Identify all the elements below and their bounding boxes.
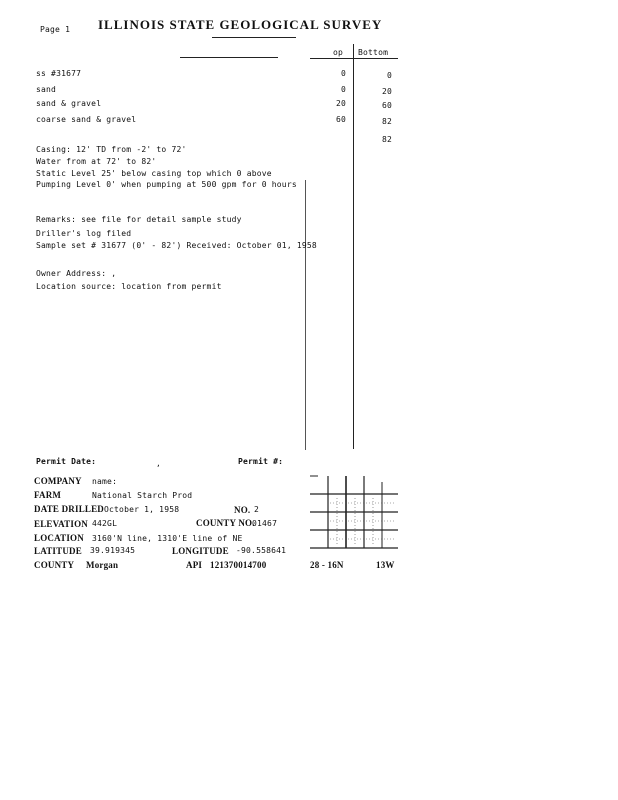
- well-no-value: 2: [254, 505, 260, 514]
- stratum-top: 60: [335, 115, 346, 124]
- location-value: 3160'N line, 1310'E line of NE: [92, 534, 243, 543]
- stratum-bottom: 60: [381, 101, 392, 110]
- county-no-value: 01467: [252, 519, 278, 528]
- remarks-note: Remarks: see file for detail sample study: [36, 215, 242, 224]
- pumping-level-note: Pumping Level 0' when pumping at 500 gpm for 0 hours: [36, 180, 297, 189]
- stratum-label: sand: [36, 85, 57, 94]
- column-divider: [353, 44, 354, 449]
- column-header-bottom: Bottom: [358, 48, 389, 57]
- permit-date-label: Permit Date:: [36, 457, 97, 466]
- api-value: 121370014700: [210, 560, 267, 570]
- township-section: 28 - 16N: [310, 560, 344, 570]
- stratum-top: 0: [340, 85, 346, 94]
- county-no-label: COUNTY NO.: [196, 518, 255, 528]
- stratum-label: coarse sand & gravel: [36, 115, 137, 124]
- column-header-rule: [310, 58, 398, 59]
- stratum-label: sand & gravel: [36, 99, 102, 108]
- stratum-top: 20: [335, 99, 346, 108]
- permit-date-value: ,: [156, 459, 162, 468]
- section-locator-grid: [308, 468, 404, 554]
- stratum-label: ss #31677: [36, 69, 82, 78]
- casing-note: Casing: 12' TD from -2' to 72': [36, 145, 187, 154]
- county-label: COUNTY: [34, 560, 75, 570]
- permit-number-label: Permit #:: [238, 457, 284, 466]
- longitude-label: LONGITUDE: [172, 546, 229, 556]
- stratum-bottom: 20: [381, 87, 392, 96]
- page-number: Page 1: [40, 25, 71, 34]
- stratum-bottom: 82: [381, 117, 392, 126]
- latitude-value: 39.919345: [90, 546, 136, 555]
- owner-address-note: Owner Address: ,: [36, 269, 117, 278]
- longitude-value: -90.558641: [236, 546, 287, 555]
- column-header-top: op: [333, 48, 344, 57]
- title-underline: [212, 37, 296, 38]
- date-drilled-value: October 1, 1958: [104, 505, 180, 514]
- header-rule: [180, 57, 278, 58]
- county-value: Morgan: [86, 560, 119, 570]
- elevation-label: ELEVATION: [34, 519, 88, 529]
- water-from-note: Water from at 72' to 82': [36, 157, 157, 166]
- stratum-bottom: 82: [381, 135, 392, 144]
- stratum-top: 0: [340, 69, 346, 78]
- static-level-note: Static Level 25' below casing top which 0 above: [36, 169, 272, 178]
- elevation-value: 442GL: [92, 519, 118, 528]
- survey-title: ILLINOIS STATE GEOLOGICAL SURVEY: [98, 17, 383, 32]
- sample-set-note: Sample set # 31677 (0' - 82') Received: October 01, 1958: [36, 241, 317, 250]
- farm-value: National Starch Prod: [92, 491, 193, 500]
- api-label: API: [186, 560, 203, 570]
- well-no-label: NO.: [234, 505, 251, 515]
- range-value: 13W: [376, 560, 395, 570]
- stratum-bottom: 0: [386, 71, 392, 80]
- company-value: name:: [92, 477, 118, 486]
- farm-label: FARM: [34, 490, 62, 500]
- location-label: LOCATION: [34, 533, 84, 543]
- company-label: COMPANY: [34, 476, 82, 486]
- column-divider-left: [305, 180, 306, 450]
- date-drilled-label: DATE DRILLED: [34, 504, 104, 514]
- latitude-label: LATITUDE: [34, 546, 82, 556]
- driller-log-note: Driller's log filed: [36, 229, 132, 238]
- location-source-note: Location source: location from permit: [36, 282, 222, 291]
